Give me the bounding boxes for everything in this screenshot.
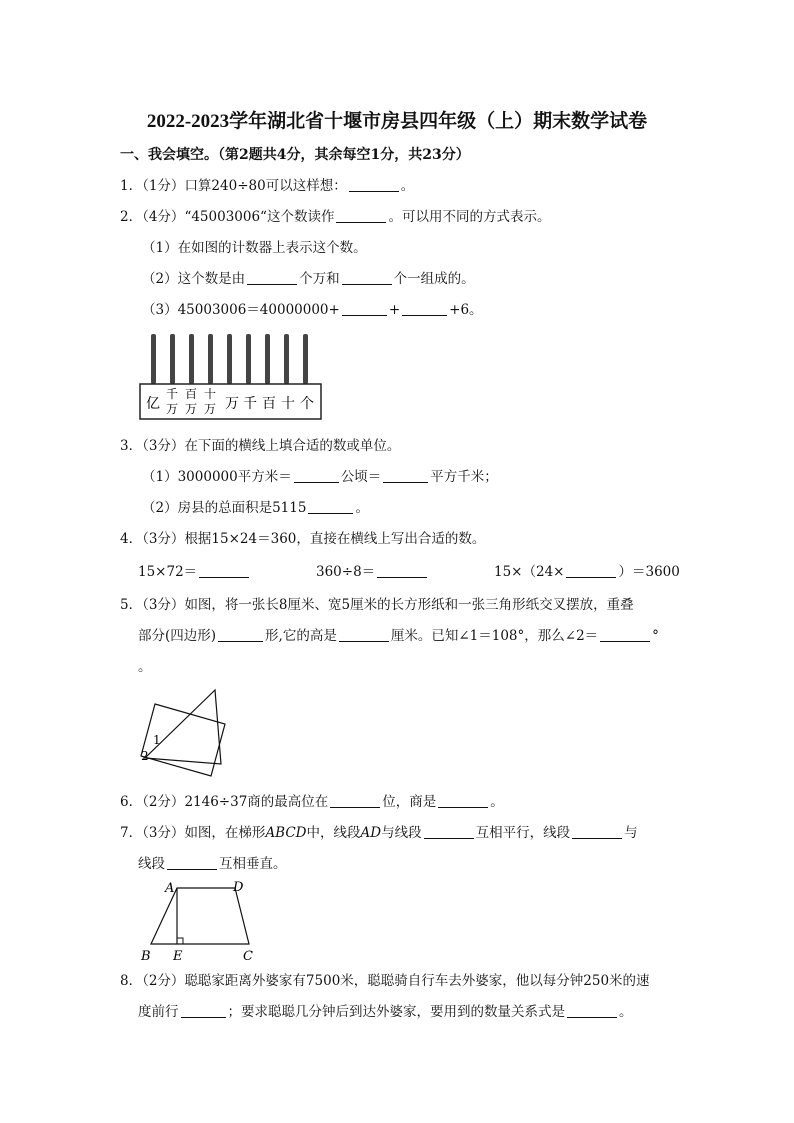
trapezoid-figure — [135, 878, 265, 968]
answer-blank[interactable] — [294, 468, 339, 483]
question-8-line-2 — [138, 1003, 633, 1021]
question-number: 6． — [120, 794, 143, 810]
question-number: 1． — [120, 178, 143, 194]
segment-name: AD — [360, 825, 382, 841]
question-text: 中，线段 — [306, 825, 361, 841]
question-number: 2． — [120, 209, 143, 225]
answer-blank[interactable] — [349, 177, 399, 192]
question-3 — [120, 437, 400, 455]
answer-blank[interactable] — [339, 627, 389, 642]
question-text: 厘米。已知∠1＝108°，那么∠2＝ — [390, 628, 599, 644]
question-number: 5． — [120, 597, 143, 613]
answer-blank[interactable] — [438, 793, 488, 808]
question-number: 4． — [120, 531, 143, 547]
answer-blank[interactable] — [167, 855, 217, 870]
right-angle-mark — [177, 938, 183, 944]
triangle-shape — [145, 690, 221, 764]
question-number: 3． — [120, 438, 143, 454]
question-7-line-2 — [138, 855, 287, 873]
question-score: （3分） — [142, 438, 185, 454]
question-4-expr-2 — [316, 563, 429, 581]
answer-blank[interactable] — [567, 1003, 617, 1018]
question-text: 2146÷37商的最高位在 — [184, 794, 329, 810]
question-6 — [120, 793, 504, 811]
question-score: （2分） — [142, 973, 185, 989]
question-4-expr-3 — [494, 563, 680, 581]
sub-text: （2）这个数是由 — [142, 271, 246, 287]
question-number: 8． — [120, 973, 143, 989]
question-7 — [120, 824, 638, 842]
question-text: ；要求聪聪几分钟后到达外婆家，要用到的数量关系式是 — [227, 1004, 565, 1020]
question-text: 位，商是 — [382, 794, 437, 810]
question-text: “45003006“这个数读作 — [184, 209, 335, 225]
question-text: ° — [652, 628, 659, 644]
question-text: 形,它的高是 — [265, 628, 337, 644]
vertex-b-label: B — [141, 949, 151, 964]
question-text: 聪聪家距离外婆家有7500米，聪聪骑自行车去外婆家，他以每分钟250米的速 — [184, 973, 650, 989]
answer-blank[interactable] — [342, 270, 392, 285]
question-score: （2分） — [142, 794, 185, 810]
abacus-label: 亿 — [146, 396, 160, 412]
question-text-end: 。 — [400, 178, 415, 194]
answer-blank[interactable] — [383, 468, 428, 483]
question-text-end: 。 — [619, 1004, 633, 1020]
question-text-end: 。可以用不同的方式表示。 — [388, 209, 551, 225]
answer-blank[interactable] — [330, 793, 380, 808]
question-5-line-3: 。 — [138, 659, 152, 675]
abacus-label: 个 — [300, 396, 314, 412]
sub-text: （2）房县的总面积是5115 — [142, 500, 307, 516]
abacus-rods — [151, 334, 308, 384]
answer-blank[interactable] — [377, 563, 427, 578]
abacus-label-bottom: 万 — [165, 402, 179, 416]
question-5-line-2 — [138, 627, 659, 645]
answer-blank[interactable] — [424, 824, 474, 839]
sub-text: 。 — [355, 500, 369, 516]
question-2 — [120, 208, 550, 226]
abacus-label: 十 — [281, 396, 295, 412]
sub-text: +6。 — [449, 302, 483, 318]
trapezoid-shape — [151, 888, 249, 944]
question-text: 在下面的横线上填合适的数或单位。 — [184, 438, 401, 454]
abacus-figure — [139, 330, 327, 422]
sub-text: 个万和 — [299, 271, 340, 287]
answer-blank[interactable] — [199, 563, 249, 578]
sub-text: 平方千米； — [430, 469, 498, 485]
question-text: 如图，在梯形 — [184, 825, 266, 841]
abacus-label-bottom: 万 — [203, 402, 217, 416]
vertex-a-label: A — [165, 881, 175, 896]
abacus-label-top: 百 — [184, 387, 198, 401]
expr-text: 360÷8＝ — [316, 564, 376, 580]
question-text: 与 — [624, 825, 638, 841]
question-score: （1分） — [142, 178, 185, 194]
sub-text: 个一组成的。 — [393, 271, 475, 287]
question-2-sub-2 — [142, 270, 475, 288]
question-text-end: 。 — [490, 794, 504, 810]
sub-text: （3）45003006＝40000000+ — [142, 302, 340, 318]
sub-text: + — [388, 302, 401, 318]
question-1 — [120, 177, 414, 195]
question-4 — [120, 530, 485, 548]
question-8 — [120, 972, 650, 990]
vertex-e-label: E — [173, 949, 183, 964]
abacus-label: 百 — [262, 396, 276, 412]
trapezoid-name: ABCD — [265, 825, 307, 841]
question-score: （3分） — [142, 597, 185, 613]
overlap-figure — [135, 686, 230, 781]
answer-blank[interactable] — [336, 208, 386, 223]
question-5 — [120, 596, 634, 614]
question-score: （3分） — [142, 825, 185, 841]
question-score: （4分） — [142, 209, 185, 225]
question-text: 部分(四边形) — [138, 628, 217, 644]
question-text: 如图，将一张长8厘米、宽5厘米的长方形纸和一张三角形纸交叉摆放，重叠 — [184, 597, 634, 613]
question-3-sub-1 — [142, 468, 498, 486]
vertex-d-label: D — [233, 880, 244, 895]
question-text: 口算240÷80可以这样想： — [184, 178, 347, 194]
question-4-expr-1 — [138, 563, 251, 581]
question-text: 线段 — [138, 856, 165, 872]
abacus-label-bottom: 万 — [184, 402, 198, 416]
page-title: 2022-2023学年湖北省十堰市房县四年级（上）期末数学试卷 — [146, 111, 648, 132]
abacus-label: 千 — [243, 396, 257, 412]
answer-blank[interactable] — [566, 563, 616, 578]
section-heading: 一、我会填空。（第2题共4分，其余每空1分，共23分） — [120, 147, 470, 163]
sub-text: （1）3000000平方米＝ — [142, 469, 292, 485]
answer-blank[interactable] — [572, 824, 622, 839]
question-number: 7． — [120, 825, 143, 841]
answer-blank[interactable] — [308, 499, 353, 514]
expr-text: 15×（24× — [494, 564, 565, 580]
answer-blank[interactable] — [342, 301, 387, 316]
question-text: 与线段 — [381, 825, 422, 841]
expr-text: 15×72＝ — [138, 564, 198, 580]
question-score: （3分） — [142, 531, 185, 547]
answer-blank[interactable] — [247, 270, 297, 285]
abacus-label: 万 — [225, 396, 239, 412]
abacus-label-top: 十 — [203, 387, 217, 401]
question-text: 根据15×24＝360，直接在横线上写出合适的数。 — [184, 531, 486, 547]
question-text: 互相垂直。 — [219, 856, 287, 872]
answer-blank[interactable] — [402, 301, 447, 316]
question-2-sub-1: （1）在如图的计数器上表示这个数。 — [142, 240, 367, 256]
sub-text: 公顷＝ — [340, 469, 382, 485]
answer-blank[interactable] — [181, 1003, 226, 1018]
question-3-sub-2 — [142, 499, 369, 517]
expr-text: ）＝3600 — [618, 564, 680, 580]
question-text: 度前行 — [138, 1004, 179, 1020]
question-2-sub-3 — [142, 301, 483, 319]
vertex-c-label: C — [243, 949, 253, 964]
answer-blank[interactable] — [600, 627, 650, 642]
answer-blank[interactable] — [218, 627, 263, 642]
angle-1-label: 1 — [153, 733, 161, 747]
angle-2-label: 2 — [141, 749, 149, 763]
question-text: 互相平行，线段 — [475, 825, 571, 841]
abacus-label-top: 千 — [165, 387, 179, 401]
